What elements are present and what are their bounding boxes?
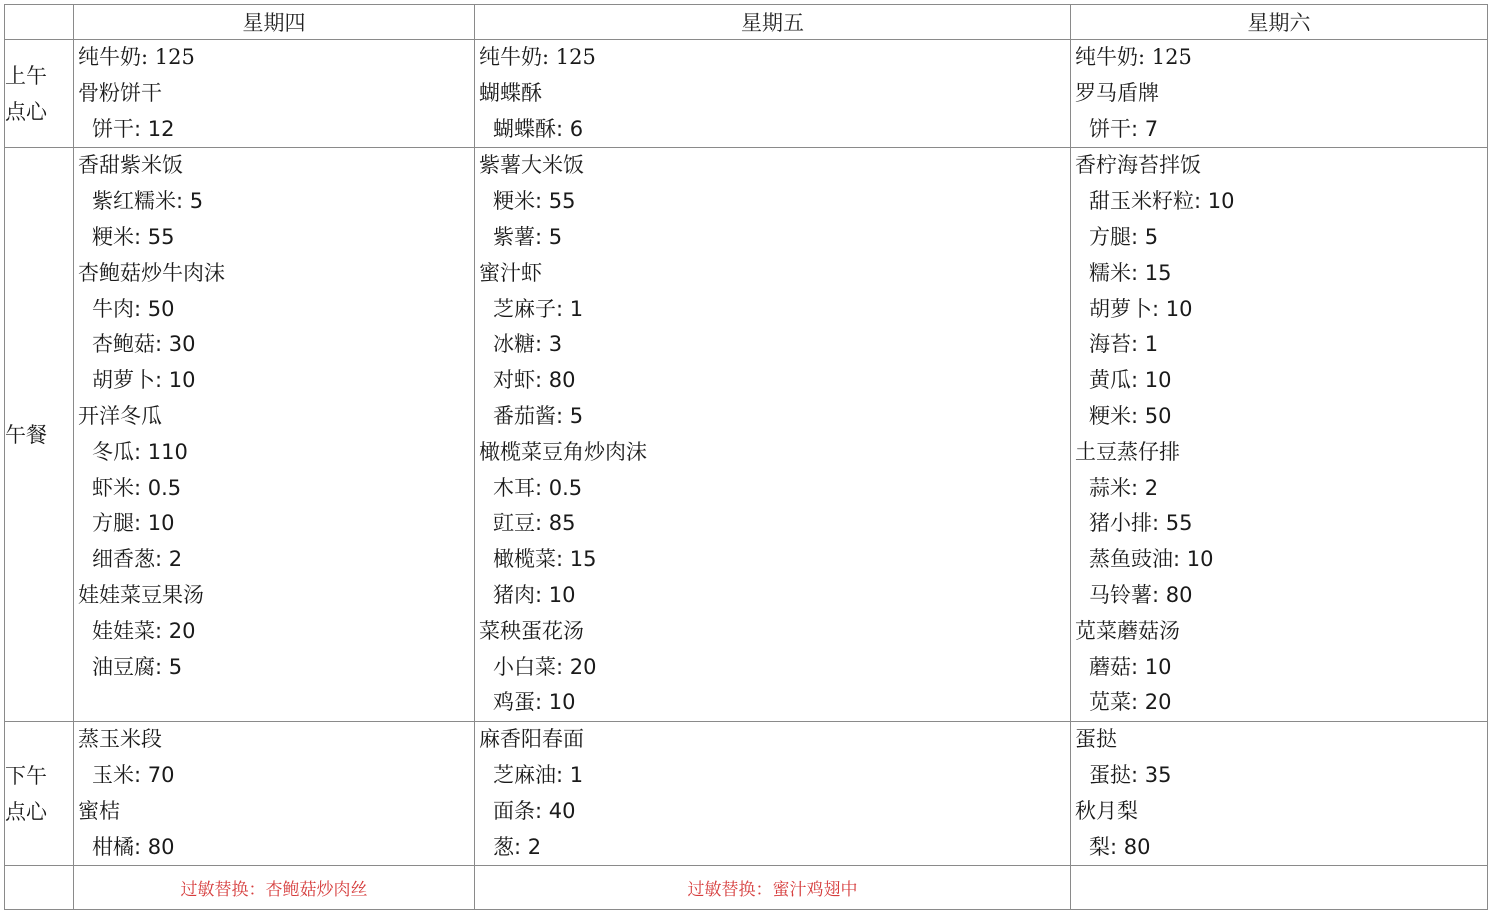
- lunch-saturday: [1071, 148, 1488, 722]
- allergy-label-cell: [5, 866, 74, 910]
- dish-name: 纯牛奶: 125: [479, 45, 596, 69]
- ingredient-line: 方腿: 5: [1075, 220, 1487, 256]
- lunch-friday: [475, 148, 1071, 722]
- ingredient-line: 猪肉: 10: [479, 578, 1070, 614]
- ingredient-line: 虾米: 0.5: [78, 471, 474, 507]
- afternoon-snack-row: [5, 722, 1488, 866]
- ingredient-line: 娃娃菜: 20: [78, 614, 474, 650]
- ingredient-line: 芝麻油: 1: [479, 758, 1070, 794]
- morning-snack-thursday: [74, 40, 475, 148]
- ingredient-line: 小白菜: 20: [479, 650, 1070, 686]
- ingredient-line: 紫红糯米: 5: [78, 184, 474, 220]
- corner-cell: [5, 5, 74, 40]
- row-label-afternoon-snack: 下午 点心: [5, 722, 74, 866]
- ingredient-line: 杏鲍菇: 30: [78, 327, 474, 363]
- ingredient-line: 对虾: 80: [479, 363, 1070, 399]
- dish-name: 橄榄菜豆角炒肉沫: [479, 439, 647, 464]
- dish-name: 杏鲍菇炒牛肉沫: [78, 260, 225, 285]
- dish-name: 蜜汁虾: [479, 260, 542, 285]
- dish-name: 紫薯大米饭: [479, 153, 584, 178]
- ingredient-line: 番茄酱: 5: [479, 399, 1070, 435]
- allergy-note-friday: 过敏替换：蜜汁鸡翅中: [475, 866, 1071, 910]
- dish-name: 菜秧蛋花汤: [479, 618, 584, 643]
- ingredient-line: 玉米: 70: [78, 758, 474, 794]
- row-label-lunch: 午餐: [5, 148, 74, 722]
- dish-name: 罗马盾牌: [1075, 80, 1159, 105]
- ingredient-line: 木耳: 0.5: [479, 471, 1070, 507]
- ingredient-line: 饼干: 12: [78, 112, 474, 148]
- ingredient-line: 面条: 40: [479, 794, 1070, 830]
- dish-name: 麻香阳春面: [479, 727, 584, 752]
- ingredient-line: 蒜米: 2: [1075, 471, 1487, 507]
- afternoon-snack-thursday: [74, 722, 475, 866]
- ingredient-line: 蛋挞: 35: [1075, 758, 1487, 794]
- ingredient-line: 蘑菇: 10: [1075, 650, 1487, 686]
- ingredient-line: 牛肉: 50: [78, 292, 474, 328]
- ingredient-line: 方腿: 10: [78, 506, 474, 542]
- dish-name: 纯牛奶: 125: [78, 45, 195, 69]
- ingredient-line: 油豆腐: 5: [78, 650, 474, 686]
- dish-name: 土豆蒸仔排: [1075, 439, 1180, 464]
- morning-snack-row: [5, 40, 1488, 148]
- dish-name: 蝴蝶酥: [479, 80, 542, 105]
- ingredient-line: 蒸鱼豉油: 10: [1075, 542, 1487, 578]
- day-header-thursday: 星期四: [74, 5, 475, 40]
- ingredient-line: 柑橘: 80: [78, 830, 474, 866]
- ingredient-line: 葱: 2: [479, 830, 1070, 866]
- ingredient-line: 胡萝卜: 10: [78, 363, 474, 399]
- ingredient-line: 橄榄菜: 15: [479, 542, 1070, 578]
- ingredient-line: 粳米: 55: [78, 220, 474, 256]
- ingredient-line: 细香葱: 2: [78, 542, 474, 578]
- allergy-row: [5, 866, 1488, 910]
- dish-name: 蒸玉米段: [78, 727, 162, 752]
- morning-snack-friday: [475, 40, 1071, 148]
- ingredient-line: 蝴蝶酥: 6: [479, 112, 1070, 148]
- dish-name: 蜜桔: [78, 798, 120, 823]
- dish-name: 苋菜蘑菇汤: [1075, 618, 1180, 643]
- allergy-note-thursday: 过敏替换：杏鲍菇炒肉丝: [74, 866, 475, 910]
- dish-name: 纯牛奶: 125: [1075, 45, 1192, 69]
- lunch-thursday: [74, 148, 475, 722]
- dish-name: 秋月梨: [1075, 798, 1138, 823]
- day-header-friday: 星期五: [475, 5, 1071, 40]
- lunch-row: [5, 148, 1488, 722]
- day-header-saturday: 星期六: [1071, 5, 1488, 40]
- morning-snack-saturday: [1071, 40, 1488, 148]
- ingredient-line: 紫薯: 5: [479, 220, 1070, 256]
- ingredient-line: 甜玉米籽粒: 10: [1075, 184, 1487, 220]
- dish-name: 开洋冬瓜: [78, 403, 162, 428]
- dish-name: 香柠海苔拌饭: [1075, 153, 1201, 178]
- ingredient-line: 苋菜: 20: [1075, 685, 1487, 721]
- ingredient-line: 粳米: 55: [479, 184, 1070, 220]
- ingredient-line: 糯米: 15: [1075, 256, 1487, 292]
- ingredient-line: 猪小排: 55: [1075, 506, 1487, 542]
- afternoon-snack-friday: [475, 722, 1071, 866]
- ingredient-line: 胡萝卜: 10: [1075, 292, 1487, 328]
- ingredient-line: 芝麻子: 1: [479, 292, 1070, 328]
- ingredient-line: 黄瓜: 10: [1075, 363, 1487, 399]
- ingredient-line: 冬瓜: 110: [78, 435, 474, 471]
- ingredient-line: 马铃薯: 80: [1075, 578, 1487, 614]
- afternoon-snack-saturday: [1071, 722, 1488, 866]
- dish-name: 香甜紫米饭: [78, 153, 183, 178]
- dish-name: 娃娃菜豆果汤: [78, 582, 204, 607]
- weekly-menu-table: [4, 4, 1488, 910]
- ingredient-line: 海苔: 1: [1075, 327, 1487, 363]
- dish-name: 骨粉饼干: [78, 80, 162, 105]
- ingredient-line: 粳米: 50: [1075, 399, 1487, 435]
- allergy-note-saturday: [1071, 866, 1488, 910]
- header-row: [5, 5, 1488, 40]
- ingredient-line: 梨: 80: [1075, 830, 1487, 866]
- ingredient-line: 鸡蛋: 10: [479, 685, 1070, 721]
- ingredient-line: 饼干: 7: [1075, 112, 1487, 148]
- ingredient-line: 冰糖: 3: [479, 327, 1070, 363]
- dish-name: 蛋挞: [1075, 727, 1117, 752]
- row-label-morning-snack: 上午 点心: [5, 40, 74, 148]
- ingredient-line: 豇豆: 85: [479, 506, 1070, 542]
